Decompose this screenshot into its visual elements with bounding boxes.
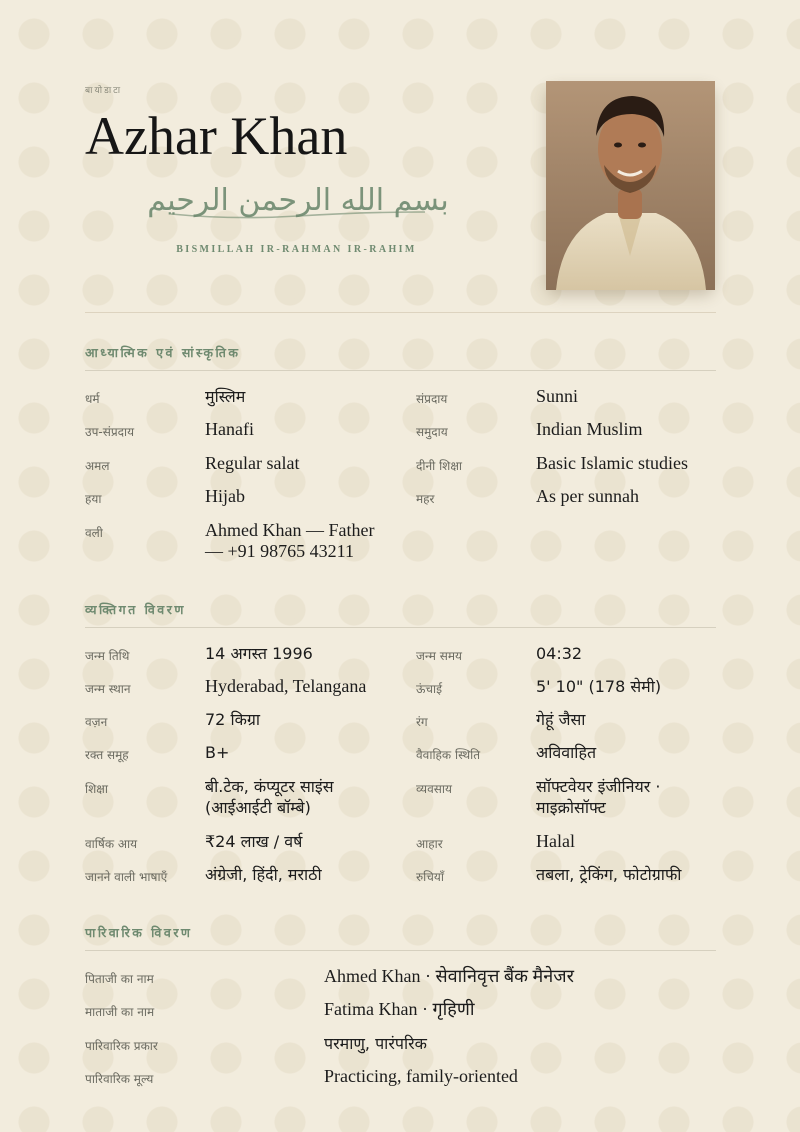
value-complexion: गेहूं जैसा bbox=[536, 710, 586, 729]
value-birth-place: Hyderabad, Telangana bbox=[205, 676, 367, 696]
value-practice: Regular salat bbox=[205, 453, 300, 473]
label-hobbies: रुचियाँ bbox=[416, 870, 444, 884]
section-divider bbox=[85, 370, 716, 371]
value-sect: Sunni bbox=[536, 386, 579, 406]
label-community: समुदाय bbox=[416, 425, 448, 439]
value-wali: Ahmed Khan — Father — +91 98765 43211 bbox=[205, 520, 375, 561]
label-sect: संप्रदाय bbox=[416, 392, 448, 406]
biodata-page bbox=[85, 0, 716, 1132]
label-birth-place: जन्म स्थान bbox=[85, 682, 131, 696]
value-family-values: Practicing, family-oriented bbox=[324, 1066, 518, 1086]
label-diet: आहार bbox=[416, 837, 443, 851]
label-marital-status: वैवाहिक स्थिति bbox=[416, 748, 481, 762]
label-sub-sect: उप-संप्रदाय bbox=[85, 425, 135, 439]
label-wali: वली bbox=[85, 526, 103, 540]
candidate-name: Azhar Khan bbox=[85, 106, 348, 166]
value-annual-income: ₹24 लाख / वर्ष bbox=[205, 832, 303, 851]
value-father-name: Ahmed Khan · सेवानिवृत्त बैंक मैनेजर bbox=[324, 966, 574, 986]
value-mother-name: Fatima Khan · गृहिणी bbox=[324, 999, 475, 1019]
value-family-type: परमाणु, पारंपरिक bbox=[324, 1034, 427, 1053]
label-religious-education: दीनी शिक्षा bbox=[416, 459, 463, 473]
section-title-personal: व्यक्तिगत विवरण bbox=[85, 602, 186, 617]
value-hobbies: तबला, ट्रेकिंग, फोटोग्राफी bbox=[536, 865, 682, 884]
bismillah-calligraphy bbox=[147, 170, 449, 230]
label-family-values: पारिवारिक मूल्य bbox=[85, 1072, 154, 1086]
value-languages: अंग्रेजी, हिंदी, मराठी bbox=[205, 865, 322, 884]
label-birth-time: जन्म समय bbox=[416, 649, 462, 663]
section-divider bbox=[85, 627, 716, 628]
value-mahr: As per sunnah bbox=[536, 486, 639, 506]
value-haya: Hijab bbox=[205, 486, 245, 506]
value-religion: मुस्लिम bbox=[205, 387, 246, 406]
biodata-kicker: बायोडाटा bbox=[85, 86, 123, 96]
label-complexion: रंग bbox=[416, 715, 428, 729]
header-divider bbox=[85, 312, 716, 313]
label-education: शिक्षा bbox=[85, 782, 108, 796]
bismillah-caption: BISMILLAH IR-RAHMAN IR-RAHIM bbox=[176, 244, 417, 255]
label-occupation: व्यवसाय bbox=[416, 782, 452, 796]
value-community: Indian Muslim bbox=[536, 419, 643, 439]
label-weight: वज़न bbox=[85, 715, 108, 729]
value-weight: 72 किग्रा bbox=[205, 710, 261, 729]
label-religion: धर्म bbox=[85, 392, 100, 406]
section-title-family: पारिवारिक विवरण bbox=[85, 925, 193, 940]
label-haya: हया bbox=[85, 492, 102, 506]
label-languages: जानने वाली भाषाएँ bbox=[85, 870, 168, 884]
value-diet: Halal bbox=[536, 831, 575, 851]
label-mahr: महर bbox=[416, 492, 435, 506]
value-birth-date: 14 अगस्त 1996 bbox=[205, 644, 313, 663]
value-birth-time: 04:32 bbox=[536, 644, 583, 663]
label-blood-group: रक्त समूह bbox=[85, 748, 129, 762]
value-marital-status: अविवाहित bbox=[536, 743, 597, 762]
label-height: ऊंचाई bbox=[416, 682, 443, 696]
value-height: 5' 10" (178 सेमी) bbox=[536, 677, 662, 696]
value-blood-group: B+ bbox=[205, 743, 230, 762]
label-father-name: पिताजी का नाम bbox=[85, 972, 154, 986]
value-sub-sect: Hanafi bbox=[205, 419, 254, 439]
bismillah-arabic-text: بسم الله الرحمن الرحيم bbox=[147, 183, 449, 218]
value-religious-education: Basic Islamic studies bbox=[536, 453, 688, 473]
label-annual-income: वार्षिक आय bbox=[85, 837, 138, 851]
value-education: बी.टेक, कंप्यूटर साइंस (आईआईटी बॉम्बे) bbox=[205, 777, 334, 817]
section-title-spiritual: आध्यात्मिक एवं सांस्कृतिक bbox=[85, 345, 241, 360]
label-mother-name: माताजी का नाम bbox=[85, 1005, 155, 1019]
label-practice: अमल bbox=[85, 459, 110, 473]
label-family-type: पारिवारिक प्रकार bbox=[85, 1039, 158, 1053]
value-occupation: सॉफ्टवेयर इंजीनियर · माइक्रोसॉफ्ट bbox=[536, 777, 661, 817]
profile-photo bbox=[546, 81, 715, 290]
section-divider bbox=[85, 950, 716, 951]
label-birth-date: जन्म तिथि bbox=[85, 649, 130, 663]
